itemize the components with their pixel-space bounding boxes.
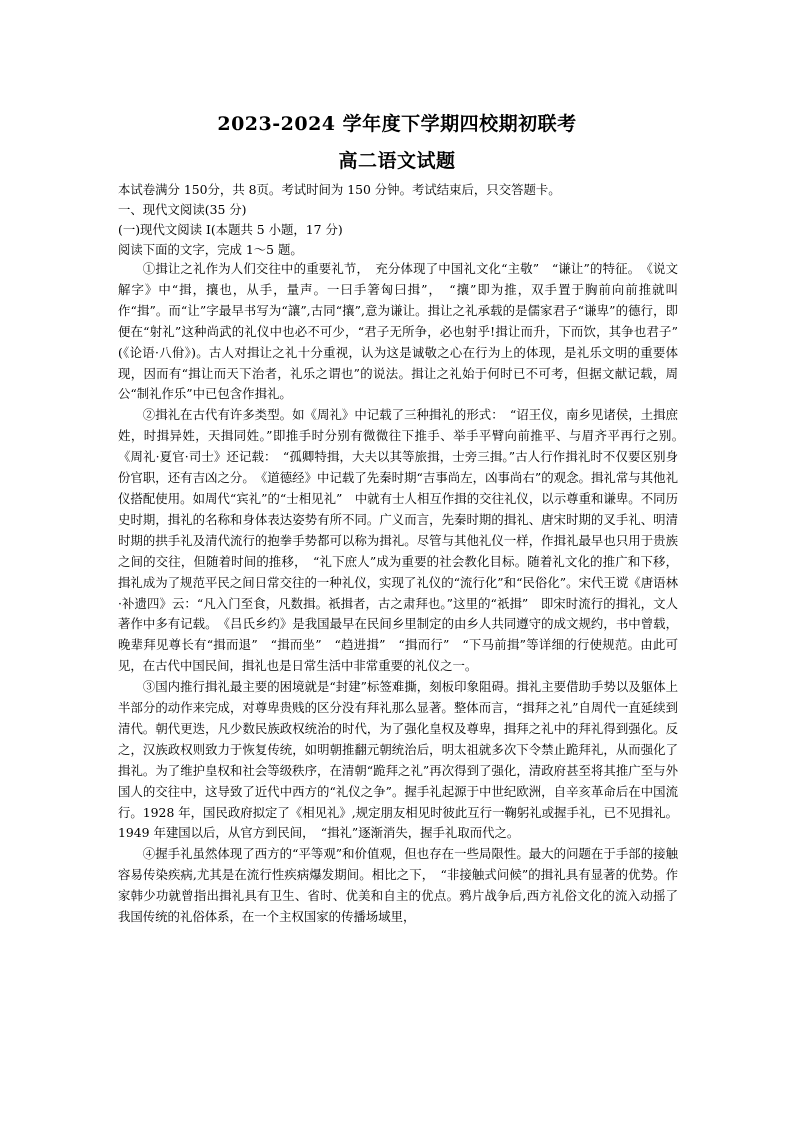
reading-instruction: 阅读下面的文字，完成 1～5 题。 xyxy=(118,242,303,257)
passage-paragraph-3: ③国内推行揖礼最主要的困境就是“封建”标签难撕，刻板印象阻碍。揖礼主要借助手势以及躯体上半部分的动作来完成，对尊卑贵贱的区分没有拜礼那么显著。整体而言，“揖拜之礼”自周代一直延续到清代。朝代更迭，凡少数民族政权统治的时代，为了强化皇权及尊卑，揖拜之礼中的拜礼得到强化。反之，汉族政权则致力于恢复传统，如明朝推翻元朝统治后，明太祖就多次下令禁止跪拜礼，从而强化了揖礼。为了维护皇权和社会等级秩序，在清朝“跪拜之礼”再次得到了强化，清政府甚至将其推广至与外国人的交往中，这导致了近代中西方的“礼仪之争”。握手礼起源于中世纪欧洲，自辛亥革命后在中国流行。1928 年，国民政府拟定了《相见礼》,规定朋友相见时彼此互行一鞠躬礼或握手礼，已不见揖礼。1949 年建国以后，从官方到民间， “揖礼”逐渐消失，握手礼取而代之。 xyxy=(118,679,678,841)
passage-paragraph-1: ①揖让之礼作为人们交往中的重要礼节， 充分体现了中国礼文化“主敬” “谦让”的特征。 《说文解字》中“揖，攘也，从手，量声。一曰手箸匈曰揖”， “攘”即为推，双手置于胸前向前推就叫作“揖”。而“让”字最早书写为“讓”,古同“攘”,意为谦让。揖让之礼承载的是儒家君子“谦卑”的德行，即便在“射礼”这种尚武的礼仪中也必不可少，“君子无所争，必也射乎!揖让而升，下而饮，其争也君子” (《论语·八佾》)。古人对揖让之礼十分重视，认为这是诚敬之心在行为上的体现，是礼乐文明的重要体现，因而有“揖让而天下治者，礼乐之谓也”的说法。揖让之礼始于何时已不可考，但据文献记载，周公“制礼作乐”中已包含作揖礼。 xyxy=(118,261,691,402)
exam-title: 2023-2024 学年度下学期四校期初联考 xyxy=(217,113,577,135)
subsection-heading: (一)现代文阅读 I(本题共 5 小题，17 分) xyxy=(118,222,343,237)
section-heading: 一、现代文阅读(35 分) xyxy=(118,202,247,217)
passage-paragraph-2: ②揖礼在古代有许多类型。如《周礼》中记载了三种揖礼的形式： “诏王仪，南乡见诸侯，土揖庶姓，时揖异姓，天揖同姓。”即推手时分别有微微往下推手、举手平臂向前推平、与眉齐平再行之别。 《周礼·夏官·司士》还记载： “孤卿特揖，大夫以其等旅揖，士旁三揖。”古人行作揖礼时不仅要区别身份官职，还有吉凶之分。 《道德经》中记载了先秦时期“吉事尚左，凶事尚右”的观念。揖礼常与其他礼仪搭配使用。如周代“宾礼”的“士相见礼” 中就有士人相互作揖的交往礼仪，以示尊重和谦卑。不同历史时期，揖礼的名称和身体表达姿势有所不同。广义而言，先秦时期的揖礼、唐宋时期的叉手礼、明清时期的拱手礼及清代流行的抱拳手势都可以称为揖礼。尽管与其他礼仪一样，作揖礼最早也只用于贵族之间的交往，但随着时间的推移， “礼下庶人”成为重要的社会教化目标。随着礼文化的推广和下移，揖礼成为了规范平民之间日常交往的一种礼仪，实现了礼仪的“流行化”和“民俗化”。宋代王谠《唐语林·补遗四》云：“凡入门至食，凡数揖。祇揖者，古之肃拜也。”这里的“祇揖” 即宋时流行的揖礼，文人著作中多有记载。 《吕氏乡约》是我国最早在民间乡里制定的由乡人共同遵守的成文规约，书中曾载，晚辈拜见尊长有“揖而退” “揖而坐” “趋进揖” “揖而行” “下马前揖”等详细的行使规范。由此可见，在古代中国民间，揖礼也是日常生活中非常重要的礼仪之一。 xyxy=(118,407,691,674)
passage-paragraph-4: ④握手礼虽然体现了西方的“平等观”和价值观，但也存在一些局限性。最大的问题在于手部的接触容易传染疾病,尤其是在流行性疾病爆发期间。相比之下， “非接触式问候”的揖礼具有显著的优势。作家韩少功就曾指出揖礼具有卫生、省时、优美和自主的优点。鸦片战争后,西方礼俗文化的流入动摇了我国传统的礼俗体系，在一个主权国家的传播场域里， xyxy=(118,846,678,925)
reading-passage xyxy=(118,259,691,928)
exam-subtitle: 高二语文试题 xyxy=(338,150,456,172)
exam-info: 本试卷满分 150分，共 8页。考试时间为 150 分钟。考试结束后，只交答题卡。 xyxy=(118,182,561,197)
